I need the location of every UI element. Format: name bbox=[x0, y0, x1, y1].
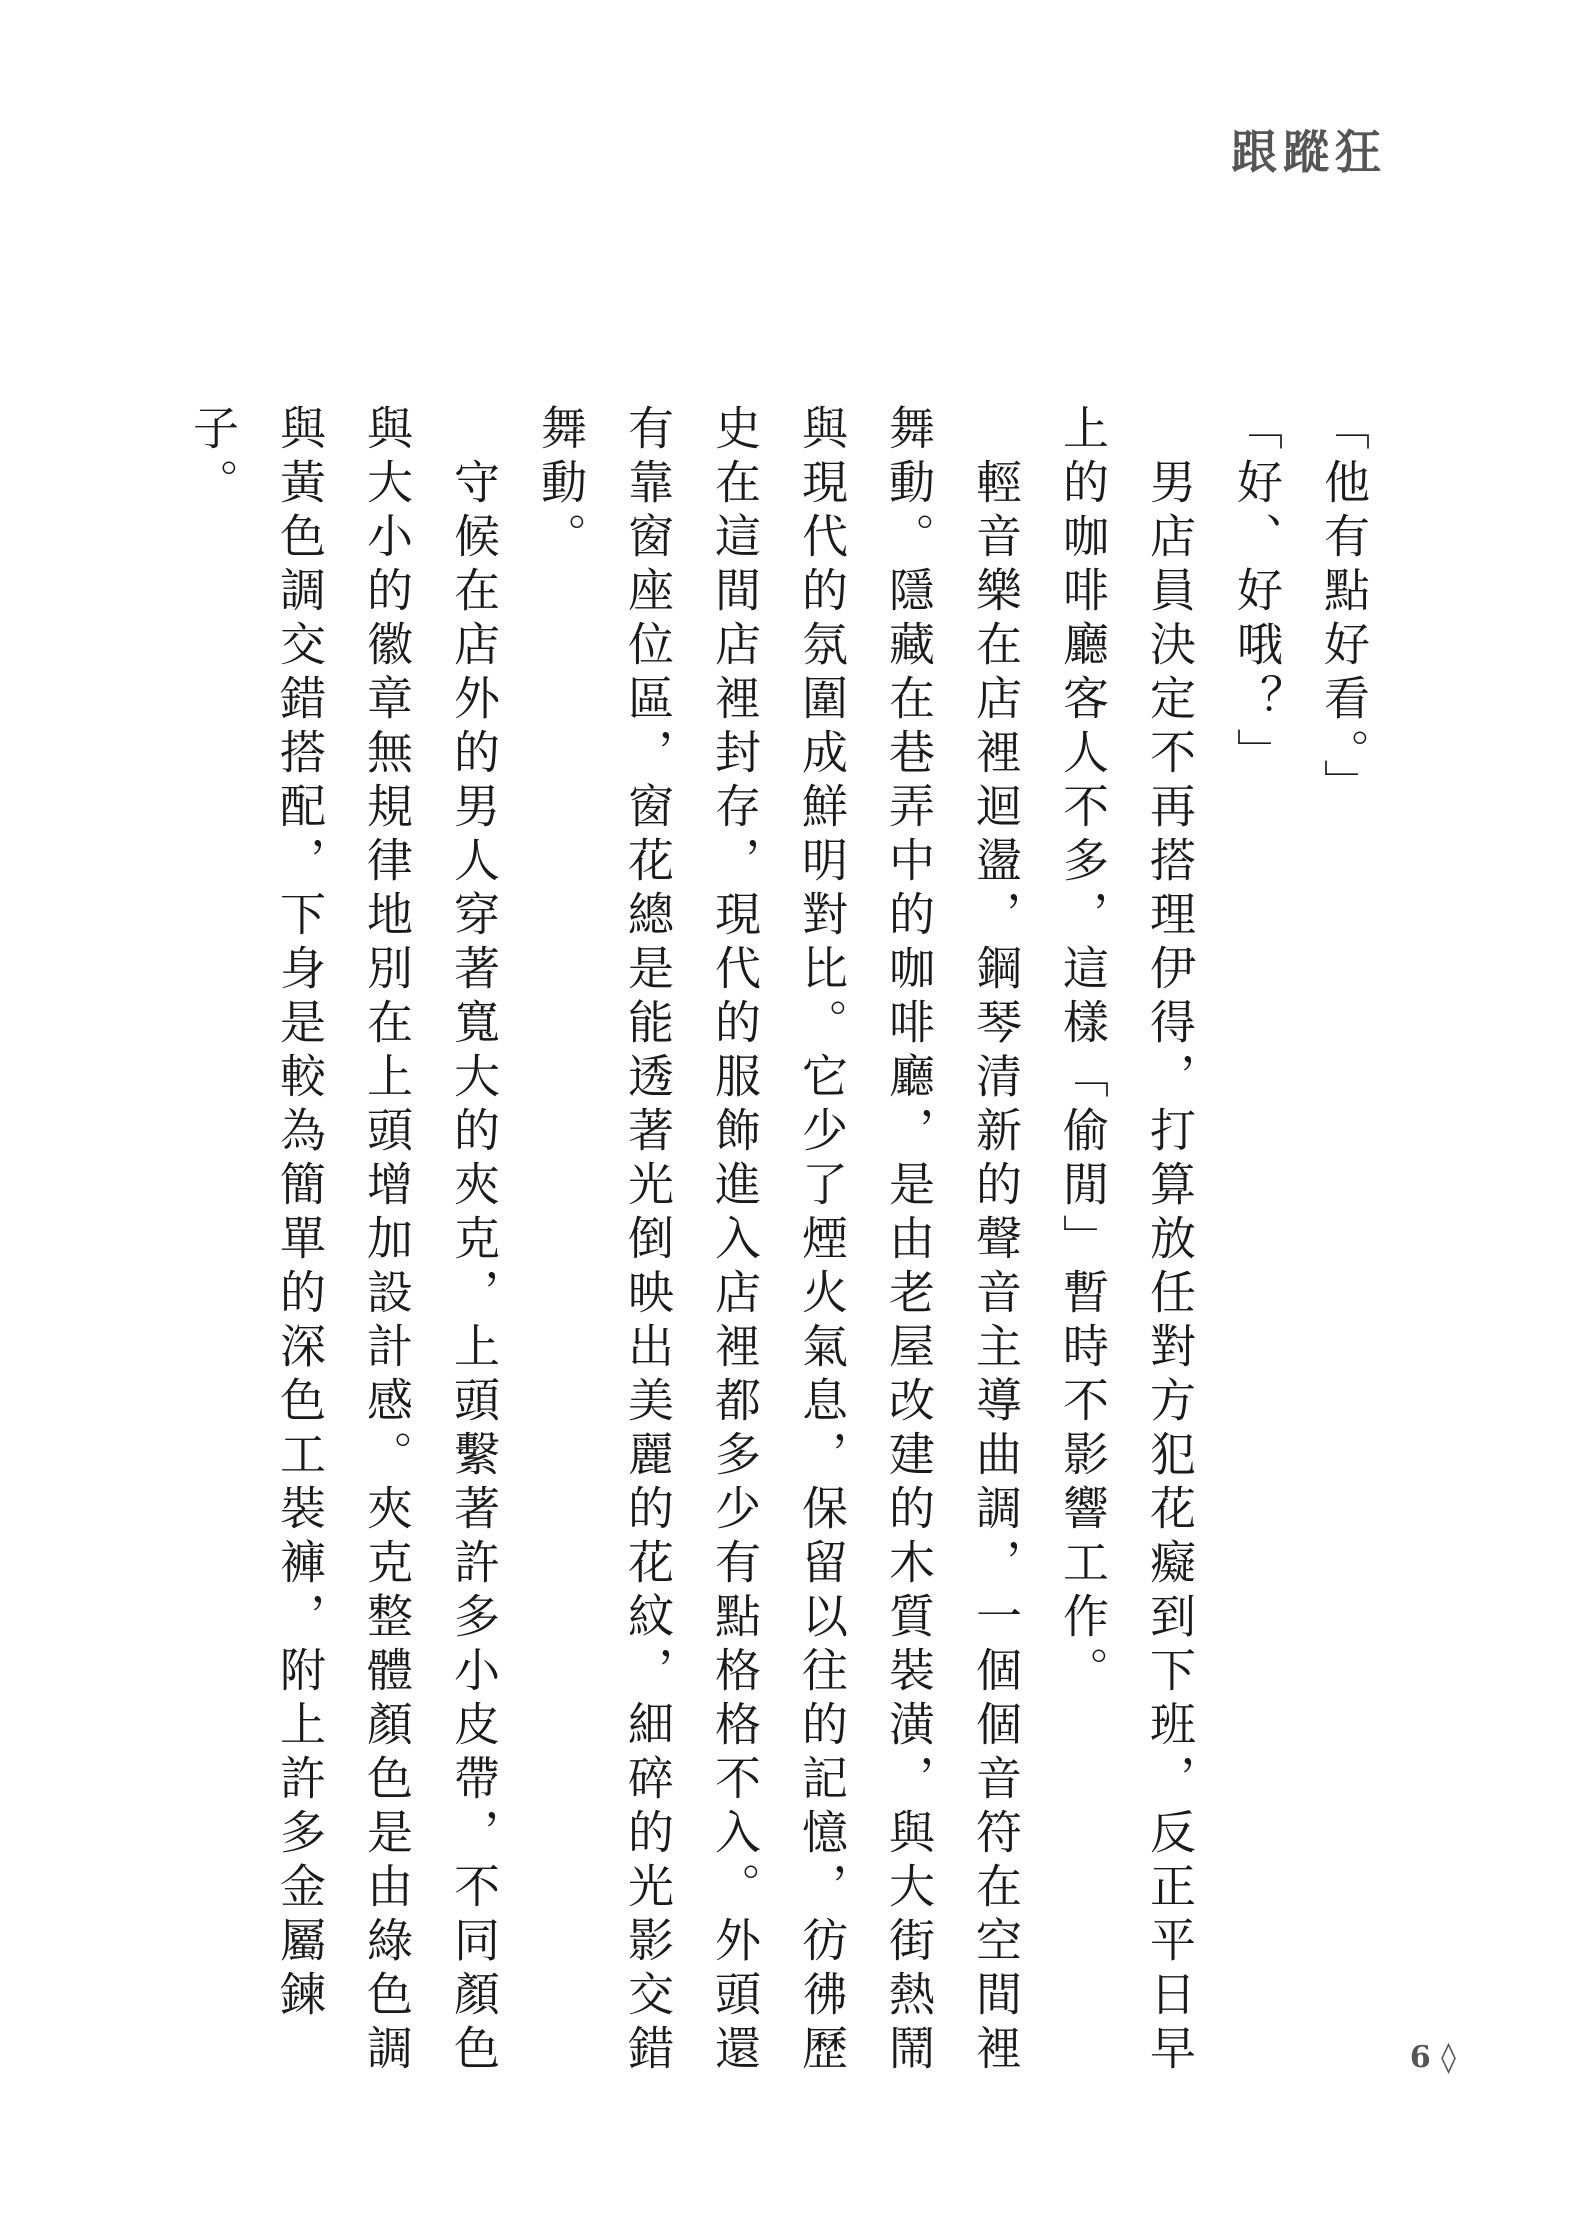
paragraph: 「好、好哦？」 bbox=[1230, 404, 1284, 782]
body-text bbox=[186, 404, 1387, 2104]
running-title: 跟蹤狂 bbox=[1231, 125, 1387, 179]
paragraph: 「他有點好看。」 bbox=[1317, 404, 1371, 813]
paragraph: 輕音樂在店裡迴盪，鋼琴清新的聲音主導曲調，一個個音符在空間裡舞動。隱藏在巷弄中的咖啡廳，是由老屋改建的木質裝潢，與大街熱鬧與現代的氛圍成鮮明對比。它少了煙火氣息，保留以往的記憶，彷彿歷史在這間店裡封存，現代的服飾進入店裡都多少有點格格不入。外頭還有靠窗座位區，窗花總是能透著光倒映出美麗的花紋，細碎的光影交錯舞動。 bbox=[534, 404, 1023, 2078]
paragraph: 男店員決定不再搭理伊得，打算放任對方犯花癡到下班，反正平日早上的咖啡廳客人不多，這樣「偷閒」暫時不影響工作。 bbox=[1056, 404, 1197, 2078]
page-number: 6 ◊ bbox=[1409, 2040, 1456, 2075]
paragraph: 守候在店外的男人穿著寬大的夾克，上頭繫著許多小皮帶，不同顏色與大小的徽章無規律地別在上頭增加設計感。夾克整體顏色是由綠色調與黃色調交錯搭配，下身是較為簡單的深色工裝褲，附上許多金屬鍊子。 bbox=[186, 404, 501, 2078]
